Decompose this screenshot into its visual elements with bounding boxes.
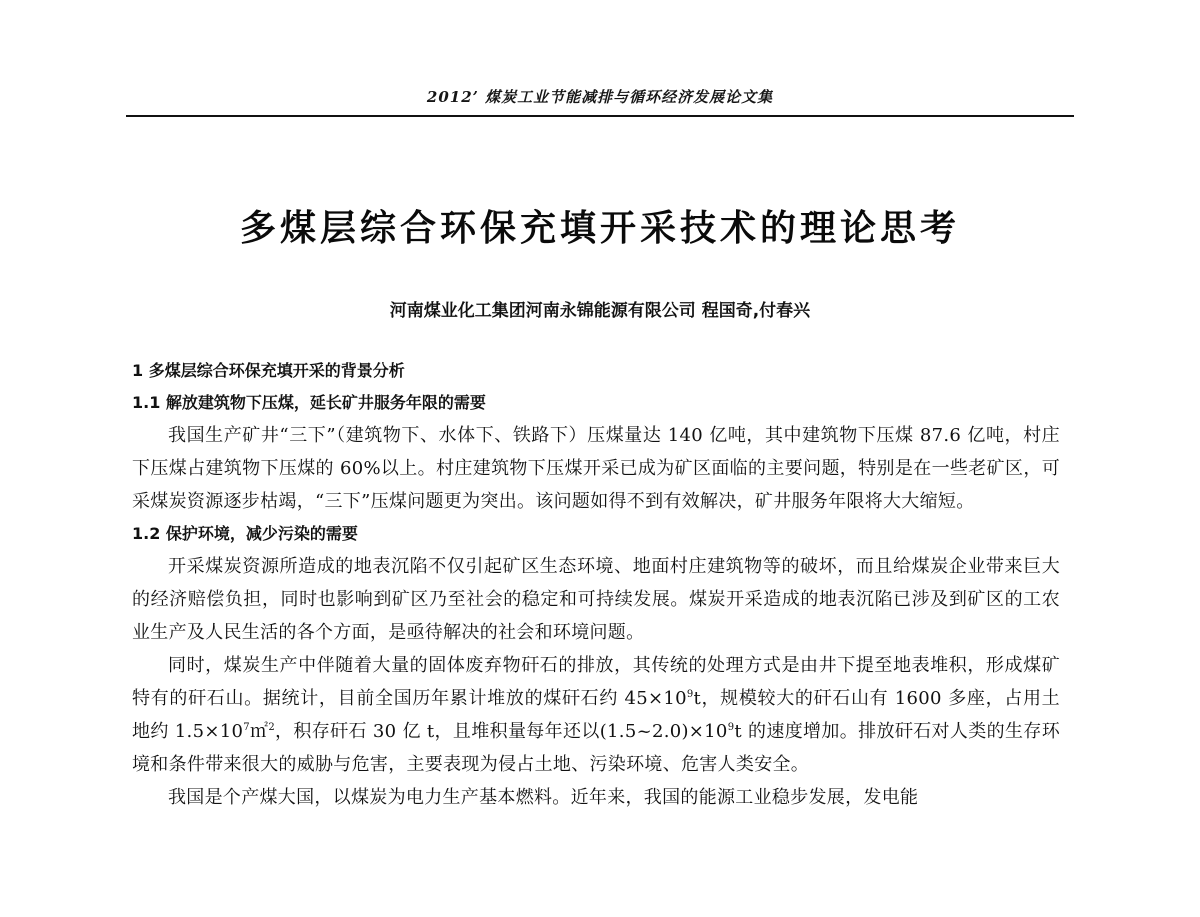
- text-run: ，积存矸石 30 亿 t，且堆积量每年还以(1.5~2.0)×10: [274, 721, 728, 742]
- exponent: 9: [686, 689, 694, 700]
- header-rule: [126, 115, 1074, 117]
- paragraph: [132, 649, 1060, 781]
- paragraph: 开采煤炭资源所造成的地表沉陷不仅引起矿区生态环境、地面村庄建筑物等的破坏，而且给煤炭企业带来巨大的经济赔偿负担，同时也影响到矿区乃至社会的稳定和可持续发展。煤炭开采造成的地表沉陷已涉及到矿区的工农业生产及人民生活的各个方面，是亟待解决的社会和环境问题。: [132, 556, 1060, 643]
- section-heading: 1 多煤层综合环保充填开采的背景分析: [132, 361, 405, 380]
- exponent: 9: [727, 722, 735, 733]
- subsection-heading: 1.2 保护环境，减少污染的需要: [132, 524, 358, 543]
- text-run: 同时，煤炭生产中伴随着大量的固体废弃物矸石的排放，其传统的处理方式是由井下提至地表堆积，形成煤矿特有的矸石山。据统计，目前全国历年累计堆放的煤矸石约 45×10: [132, 655, 1060, 709]
- paper-body: [132, 355, 1060, 814]
- exponent: 7: [243, 722, 250, 733]
- paragraph: 我国生产矿井“三下”（建筑物下、水体下、铁路下）压煤量达 140 亿吨，其中建筑物下压煤 87.6 亿吨，村庄下压煤占建筑物下压煤的 60%以上。村庄建筑物下压煤开采已成为矿区面临的主要问题，特别是在一些老矿区，可采煤炭资源逐步枯竭，“三下”压煤问题更为突出。该问题如得不到有效解决，矿井服务年限将大大缩短。: [132, 425, 1060, 512]
- text-run: ㎡: [249, 721, 269, 742]
- subsection-heading: 1.1 解放建筑物下压煤，延长矿井服务年限的需要: [132, 393, 486, 412]
- author-affiliation: 河南煤业化工集团河南永锦能源有限公司 程国奇,付春兴: [389, 301, 811, 321]
- running-header: 2012’ 煤炭工业节能减排与循环经济发展论文集: [426, 88, 774, 106]
- text-run: t 的速度增加。排放矸石对人类的生存环境和条件带来很大的威胁与危害，主要表现为侵占土地、污染环境、危害人类安全。: [132, 721, 1060, 775]
- text-run: t，规模较大的矸石山有 1600 多座，占用土地约 1.5×10: [132, 688, 1060, 742]
- paper-title: 多煤层综合环保充填开采技术的理论思考: [239, 208, 960, 249]
- exponent: 2: [268, 722, 275, 733]
- paragraph: 我国是个产煤大国，以煤炭为电力生产基本燃料。近年来，我国的能源工业稳步发展，发电能: [168, 787, 919, 808]
